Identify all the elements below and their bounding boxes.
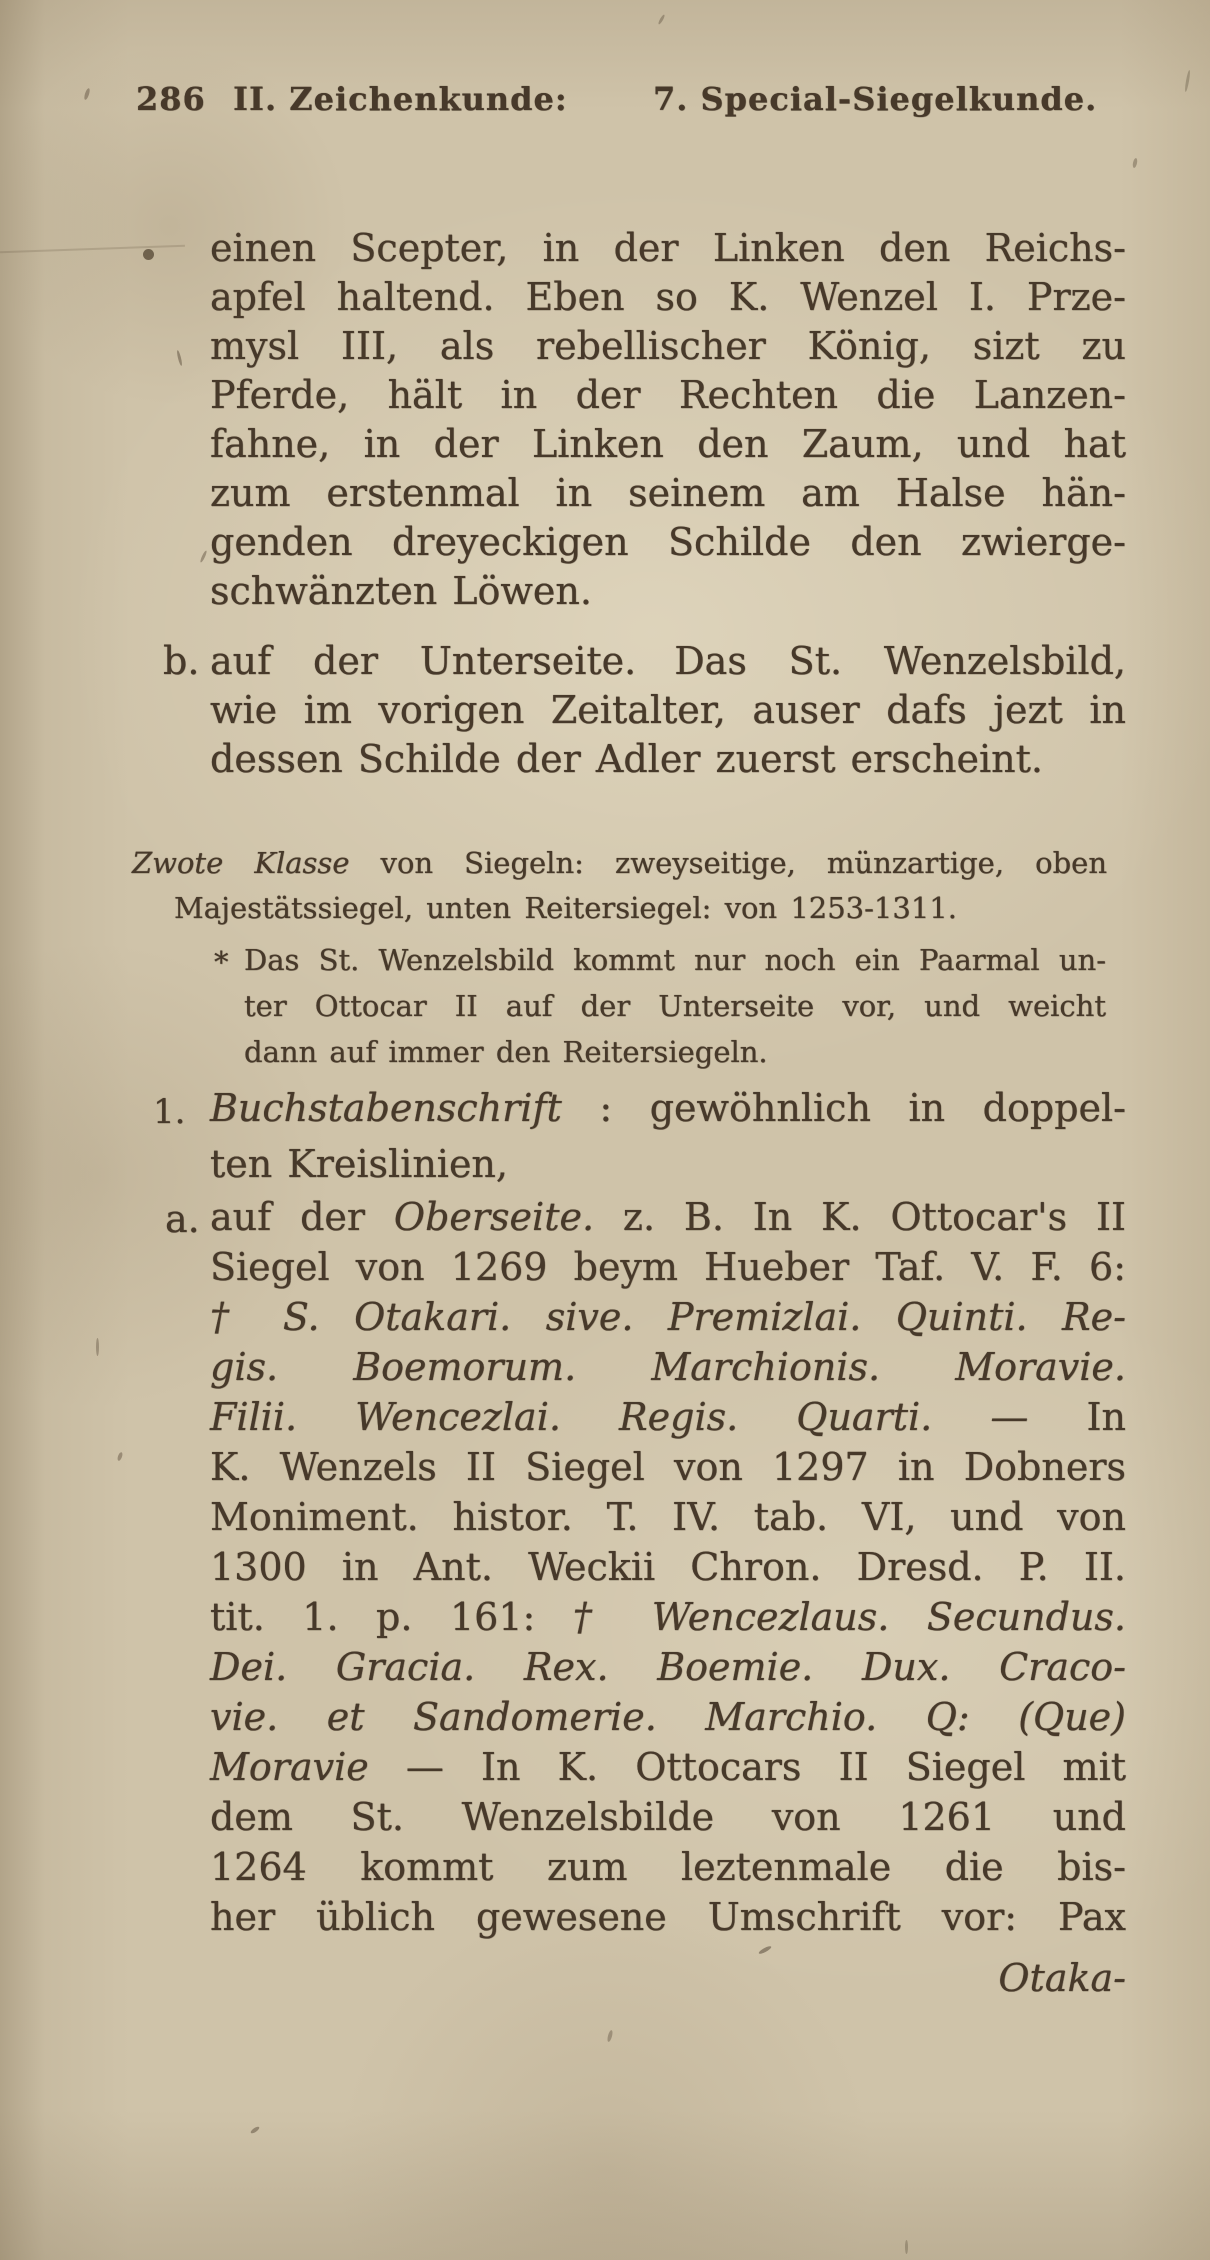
text-segment: — In K. Ottocars II Siegel mit <box>368 1745 1126 1789</box>
text-line: einen Scepter, in der Linken den Reichs- <box>210 226 1126 270</box>
text-line-italic: gis. Boemorum. Marchionis. Moravie. <box>210 1345 1126 1389</box>
item-marker: b. <box>163 639 200 683</box>
text-segment-italic: Filii. Wencezlai. Regis. Quarti. — <box>210 1395 1029 1439</box>
text-line <box>210 1742 1126 1792</box>
item-marker: 1. <box>153 1092 186 1132</box>
text-line-italic: Dei. Gracia. Rex. Boemie. Dux. Craco- <box>210 1645 1126 1689</box>
text-segment-italic: Buchstabenschrift <box>210 1086 562 1130</box>
ink-speck <box>83 88 91 101</box>
ink-speck <box>117 1452 124 1462</box>
ink-speck <box>1132 158 1138 169</box>
text-line: schwänzten Löwen. <box>210 569 592 613</box>
text-segment-italic: Moravie <box>210 1745 369 1789</box>
page-number: 286 <box>136 80 206 118</box>
text-line <box>210 1592 1126 1642</box>
text-line <box>210 1080 1126 1136</box>
ink-speck <box>1184 70 1191 92</box>
running-title-chapter: II. Zeichenkunde: <box>233 80 568 118</box>
text-line: dessen Schilde der Adler zuerst erscheint. <box>210 737 1043 781</box>
text-line: apfel haltend. Eben so K. Wenzel I. Prze- <box>210 275 1126 319</box>
ink-speck <box>199 550 207 563</box>
item-b <box>163 637 1126 784</box>
ink-speck <box>607 2030 614 2043</box>
text-segment: In <box>1028 1395 1126 1439</box>
text-segment: z. B. In K. Ottocar's II <box>594 1195 1126 1239</box>
text-line: 1264 kommt zum leztenmale die bis- <box>210 1845 1126 1889</box>
text-line: dem St. Wenzelsbilde von 1261 und <box>210 1795 1126 1839</box>
text-line: K. Wenzels II Siegel von 1297 in Dobners <box>210 1445 1126 1489</box>
ink-speck <box>758 1945 772 1955</box>
text-line: fahne, in der Linken den Zaum, und hat <box>210 422 1126 466</box>
text-line: Moniment. histor. T. IV. tab. VI, und von <box>210 1495 1126 1539</box>
item-marker: a. <box>165 1197 200 1241</box>
text-line: zum erstenmal in seinem am Halse hän- <box>210 471 1126 515</box>
item-a <box>165 1192 1126 1942</box>
text-line: dann auf immer den Reitersiegeln. <box>244 1035 768 1069</box>
text-line: ter Ottocar II auf der Unterseite vor, und weicht <box>244 989 1106 1023</box>
footnote <box>214 937 1106 1075</box>
text-line: wie im vorigen Zeitalter, auser dafs jezt in <box>210 688 1126 732</box>
text-line: Siegel von 1269 beym Hueber Taf. V. F. 6: <box>210 1245 1126 1289</box>
text-line-italic: vie. et Sandomerie. Marchio. Q: (Que) <box>210 1695 1126 1739</box>
ink-speck <box>657 14 665 25</box>
text-segment-italic: † Wencezlaus. Secundus. <box>572 1595 1126 1639</box>
text-segment-italic: Zwote Klasse <box>132 846 350 880</box>
text-line: Das St. Wenzelsbild kommt nur noch ein Paarmal un- <box>244 943 1106 977</box>
text-line <box>132 841 1107 886</box>
ink-speck <box>250 2125 260 2134</box>
text-line: genden dreyeckigen Schilde den zwierge- <box>210 520 1126 564</box>
text-line-italic: † S. Otakari. sive. Premizlai. Quinti. Re- <box>210 1295 1126 1339</box>
text-line: Majestätssiegel, unten Reitersiegel: von 1253-1311. <box>174 891 957 925</box>
paper-crease <box>0 245 185 253</box>
catchword: Otaka- <box>998 1956 1126 2000</box>
item-1 <box>153 1080 1126 1192</box>
text-segment: : gewöhnlich in doppel- <box>561 1086 1126 1130</box>
running-title-section: 7. Special-Siegelkunde. <box>653 80 1098 118</box>
text-segment-italic: Oberseite. <box>393 1195 595 1239</box>
text-segment: auf der Unterseite. <box>210 639 637 683</box>
text-line: 1300 in Ant. Weckii Chron. Dresd. P. II. <box>210 1545 1126 1589</box>
text-line <box>210 1192 1126 1242</box>
text-line <box>210 1392 1126 1442</box>
text-line: her üblich gewesene Umschrift vor: Pax <box>210 1895 1126 1939</box>
ink-speck <box>176 350 183 366</box>
footnote-asterisk: * <box>214 945 229 979</box>
text-line: mysl III, als rebellischer König, sizt zu <box>210 324 1126 368</box>
paragraph-continuation <box>210 224 1126 616</box>
ink-speck <box>905 2240 908 2254</box>
text-segment: Das St. Wenzelsbild, <box>674 639 1126 683</box>
text-segment: von Siegeln: zweyseitige, münzartige, oben <box>349 846 1107 880</box>
ink-speck <box>96 1338 99 1356</box>
ink-speck <box>143 249 154 260</box>
text-line: ten Kreislinien, <box>210 1142 508 1186</box>
text-segment: auf der <box>210 1195 394 1239</box>
text-line: Pferde, hält in der Rechten die Lanzen- <box>210 373 1126 417</box>
text-segment: tit. 1. p. 161: <box>210 1595 573 1639</box>
class-heading <box>132 841 1107 931</box>
text-line <box>210 637 1126 686</box>
